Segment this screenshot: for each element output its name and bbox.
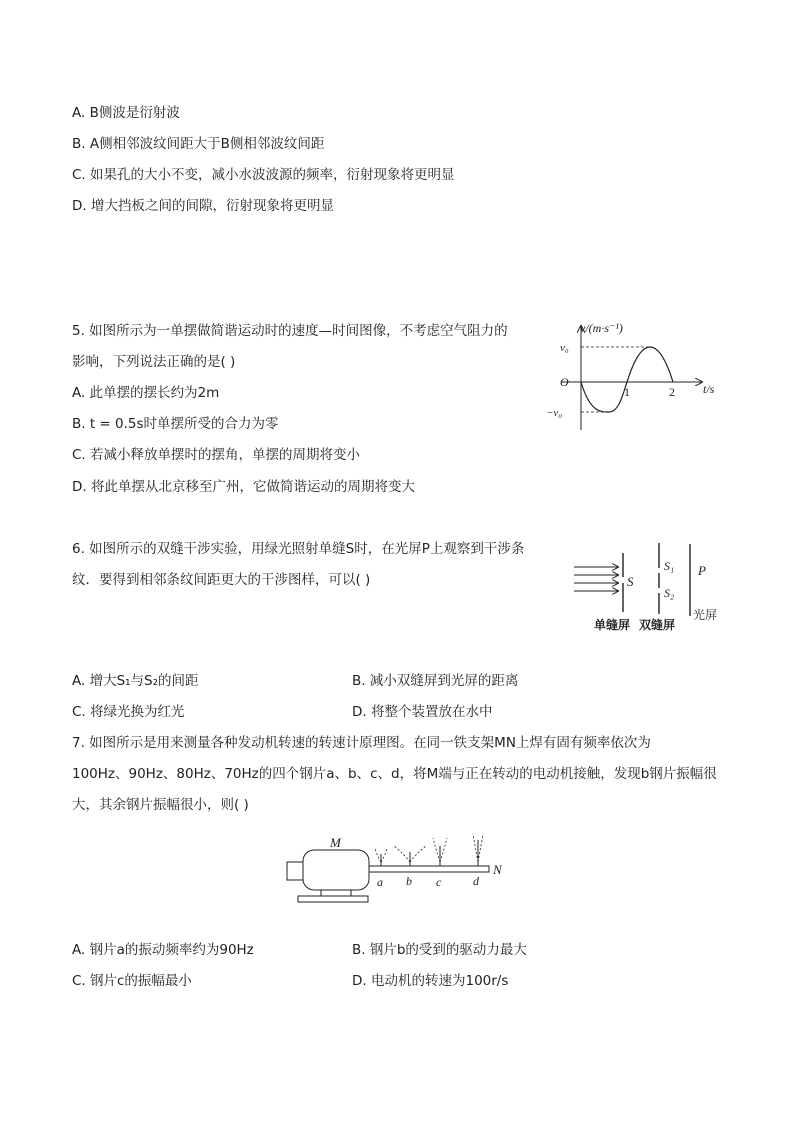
q6-option-b: B. 减小双缝屏到光屏的距离: [352, 673, 519, 689]
q4-option-a: A. B侧波是衍射波: [72, 105, 180, 121]
q6-p-label: P: [698, 563, 706, 578]
q6-option-a: A. 增大S₁与S₂的间距: [72, 673, 199, 689]
q5-xlabel: t/s: [703, 382, 715, 396]
q4-option-d: D. 增大挡板之间的间隙，衍射现象将更明显: [72, 198, 334, 214]
q5-option-b: B. t = 0.5s时单摆所受的合力为零: [72, 416, 279, 432]
q7-motor-body: [303, 850, 369, 890]
q6-s2-label: S₂: [664, 586, 675, 600]
q4-option-c: C. 如果孔的大小不变，减小水波波源的频率，衍射现象将更明显: [72, 167, 455, 183]
q6-single-slit-label: 单缝屏: [594, 618, 631, 632]
q7-tachometer-diagram: [284, 832, 514, 912]
q7-a-label: a: [377, 875, 383, 889]
q5-v0-label: v₀: [560, 342, 569, 354]
q6-screen-label: 光屏: [693, 608, 718, 622]
q6-option-d: D. 将整个装置放在水中: [352, 704, 493, 720]
q5-option-c: C. 若减小释放单摆时的摆角，单摆的周期将变小: [72, 447, 361, 463]
q7-iron-bar-mn: [369, 866, 489, 872]
q7-motor-shaft: [287, 862, 303, 880]
q6-double-slit-diagram: [570, 540, 730, 636]
q5-sine-curve: [581, 347, 673, 412]
q7-b-label: b: [406, 874, 412, 888]
q7-option-b: B. 钢片b的受到的驱动力最大: [352, 942, 527, 958]
q6-stem-line2: 纹．要得到相邻条纹间距更大的干涉图样，可以( ): [72, 572, 371, 588]
q5-tick1-label: 1: [624, 385, 630, 399]
q4-option-b: B. A侧相邻波纹间距大于B侧相邻波纹间距: [72, 136, 325, 152]
q7-c-label: c: [436, 875, 442, 889]
q7-option-a: A. 钢片a的振动频率约为90Hz: [72, 942, 254, 958]
q5-negv0-label: −v₀: [546, 407, 563, 419]
q7-option-d: D. 电动机的转速为100r/s: [352, 973, 509, 989]
q5-ylabel: v/(m·s⁻¹): [580, 321, 623, 335]
q7-m-label: M: [330, 835, 341, 850]
q7-d-label: d: [473, 874, 479, 888]
q5-tick2-label: 2: [669, 385, 675, 399]
q7-n-label: N: [493, 862, 502, 877]
q5-vt-graph: [540, 318, 730, 433]
q5-stem-line1: 5. 如图所示为一单摆做简谐运动时的速度—时间图像，不考虑空气阻力的: [72, 323, 508, 339]
q7-stem-line1: 7. 如图所示是用来测量各种发动机转速的转速计原理图。在同一铁支架MN上焊有固有频率依次为: [72, 735, 651, 751]
q7-motor-base: [298, 896, 368, 902]
q5-stem-line2: 影响，下列说法正确的是( ): [72, 354, 236, 370]
q6-stem-line1: 6. 如图所示的双缝干涉实验，用绿光照射单缝S时，在光屏P上观察到干涉条: [72, 541, 525, 557]
q7-stem-line2: 100Hz、90Hz、80Hz、70Hz的四个钢片a、b、c、d，将M端与正在转动的电动机接触，发现b钢片振幅很: [72, 766, 717, 782]
q5-origin-label: O: [560, 375, 569, 389]
q5-option-d: D. 将此单摆从北京移至广州，它做简谐运动的周期将变大: [72, 479, 415, 495]
q7-option-c: C. 钢片c的振幅最小: [72, 973, 192, 989]
q6-s1-label: S₁: [664, 559, 675, 573]
q5-option-a: A. 此单摆的摆长约为2m: [72, 385, 220, 401]
q6-s-label: S: [627, 574, 634, 589]
q6-option-c: C. 将绿光换为红光: [72, 704, 185, 720]
q6-double-slit-label: 双缝屏: [639, 618, 676, 632]
q7-stem-line3: 大，其余钢片振幅很小，则( ): [72, 797, 249, 813]
